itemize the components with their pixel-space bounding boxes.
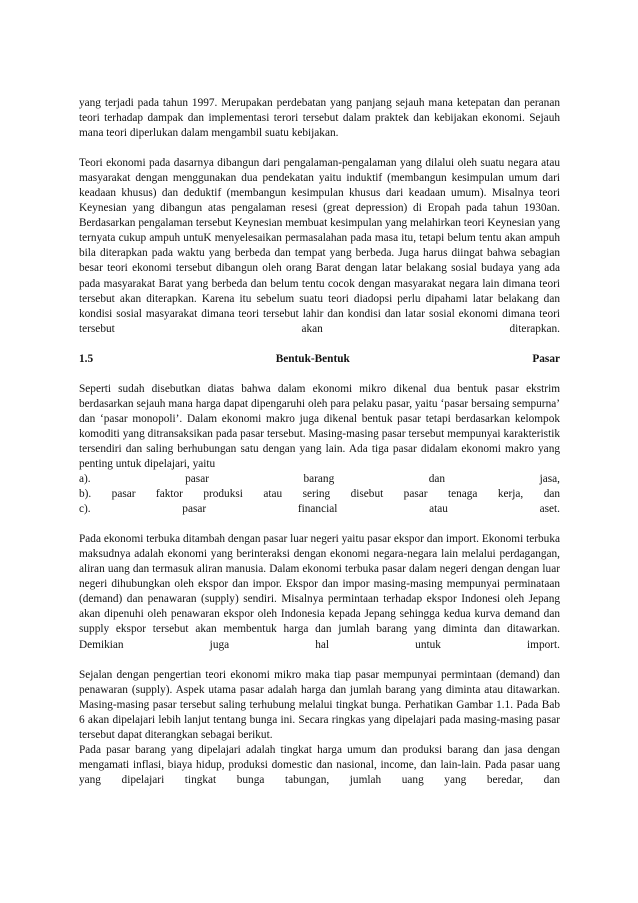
list-item: a). pasar barang dan jasa,: [79, 473, 560, 486]
paragraph-open-economy: Pada ekonomi terbuka ditambah dengan pasar luar negeri yaitu pasar ekspor dan import. Ekonomi terbuka maksudnya adalah ekonomi yang berinteraksi dengan ekonomi negara-negara lain melalui perdagangan, aliran uang dan termasuk aliran manusia. Dalam ekonomi terbuka pasar dalam negeri dengan dengan luar negeri dihubungkan oleh ekspor dan impor. Ekspor dan impor masing-masing mempunyai perminataan (demand) dan penawaran (supply) sendiri. Misalnya permintaan terhadap ekspor Indonesi oleh Jepang akan dipenuhi oleh penawaran ekspor oleh Indonesia kepada Jepang sehingga kedua kurva demand dan supply ekspor tersebut akan membentuk harga dan jumlah barang yang diminta dan ditawarkan. Demikian juga hal untuk import.: [79, 533, 560, 651]
paragraph-gap: [79, 367, 560, 382]
paragraph-intro: yang terjadi pada tahun 1997. Merupakan perdebatan yang panjang sejauh mana ketepatan dan peranan teori terhadap dampak dan implementasi terori tersebut dalam praktek dan kebijakan ekonomi. Sejauh mana teori diperlukan dalam mengambil suatu kebijakan.: [79, 97, 560, 140]
paragraph-gap: [79, 517, 560, 532]
section-number: 1.5: [79, 352, 94, 365]
paragraph-goods-market: Pada pasar barang yang dipelajari adalah tingkat harga umum dan produksi barang dan jasa dengan mengamati inflasi, biaya hidup, produksi domestic dan nasional, income, dan lain-lain. Pada pasar uang yang dipelajari tingkat bunga tabungan, jumlah uang yang beredar, dan: [79, 743, 560, 786]
document-page: [79, 96, 560, 788]
section-title-end: Pasar: [532, 352, 560, 365]
paragraph-economic-theory: Teori ekonomi pada dasarnya dibangun dari pengalaman-pengalaman yang dilalui oleh suatu negara atau masyarakat dengan menggunakan dua pendekatan yaitu induktif (membangun kesimpulan umum dari keadaan khusus) dan deduktif (membangun kesimpulan khusus dari keadaan umum). Misalnya teori Keynesian yang dibangun atas pengalaman resesi (great depression) di Eropah pada tahun 1930an. Berdasarkan pengalaman tersebut Keynesian membuat kesimpulan yang melahirkan teori Keynesian yang ternyata cukup ampuh untuK menyelesaikan permasalahan pada masa itu, tetapi belum tentu akan ampuh bila diterapkan pada waktu yang berbeda dan tempat yang berbeda. Juga harus diingat bahwa sebagian besar teori ekonomi tersebut dibangun oleh orang Barat dengan latar belakang sosial budaya yang ada pada masyarakat Barat yang berbeda dan belum tentu cocok dengan masyarakat negara lain dimana teori tersebut akan diterapkan. Karena itu sebelum suatu teori diadopsi perlu dipahami latar belakang dan kondisi sosial masyarakat dimana teori tersebut lahir dan kondisi dan latar sosial ekonomi dimana teori tersebut akan diterapkan.: [79, 157, 560, 335]
section-heading: [79, 352, 560, 367]
paragraph-gap: [79, 337, 560, 352]
paragraph-market-forms: Seperti sudah disebutkan diatas bahwa dalam ekonomi mikro dikenal dua bentuk pasar ekstrim berdasarkan sejauh mana harga dapat dipengaruhi oleh para pelaku pasar, yaitu ‘pasar bersaing sempurna’ dan ‘pasar monopoli’. Dalam ekonomi makro juga dikenal bentuk pasar tetapi berdasarkan kelompok komoditi yang ditransaksikan pada pasar tersebut. Masing-masing pasar tersebut mempunyai karakteristik tersendiri dan saling berhubungan satu dengan yang lain. Ada tiga pasar didalam ekonomi makro yang penting untuk dipelajari, yaitu: [79, 382, 560, 470]
section-title: Bentuk-Bentuk: [275, 352, 350, 365]
list-item: b). pasar faktor produksi atau sering disebut pasar tenaga kerja, dan: [79, 488, 560, 501]
paragraph-gap: [79, 653, 560, 668]
list-item: c). pasar financial atau aset.: [79, 503, 560, 516]
paragraph-gap: [79, 141, 560, 156]
paragraph-micro-theory: Sejalan dengan pengertian teori ekonomi mikro maka tiap pasar mempunyai permintaan (demand) dan penawaran (supply). Aspek utama pasar adalah harga dan jumlah barang yang diminta atau ditawarkan. Masing-masing pasar tersebut saling terhubung melalui tingkat bunga. Perhatikan Gambar 1.1. Pada Bab 6 akan dipelajari lebih lanjut tentang bunga ini. Secara ringkas yang dipelajari pada masing-masing pasar tersebut dapat diterangkan sebagai berikut.: [79, 668, 560, 741]
